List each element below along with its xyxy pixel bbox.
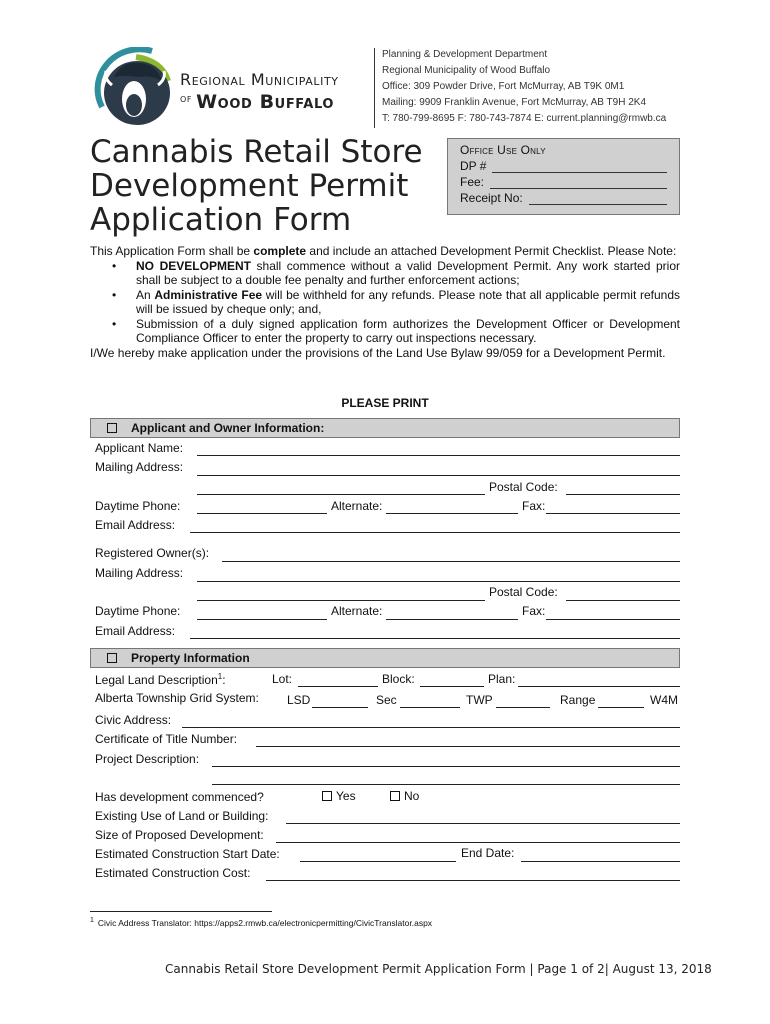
- lsd-label: LSD: [287, 693, 311, 707]
- list-item: [90, 288, 680, 317]
- contact-line: Planning & Development Department: [382, 49, 548, 60]
- daytime-phone-label: Daytime Phone:: [95, 499, 181, 513]
- org-name-line2: [180, 91, 334, 113]
- block-label: Block:: [382, 672, 415, 686]
- size-of-development-field[interactable]: [276, 842, 680, 843]
- no-label: No: [404, 789, 420, 803]
- commenced-no-option[interactable]: [390, 789, 419, 803]
- owner-daytime-phone-field[interactable]: [197, 619, 327, 620]
- certificate-of-title-field[interactable]: [256, 746, 680, 747]
- owner-postal-code-field[interactable]: [566, 600, 680, 601]
- owner-email-address-label: Email Address:: [95, 624, 176, 638]
- intro-text-after: and include an attached Development Permit Checklist. Please Note:: [306, 244, 677, 258]
- receipt-label: Receipt No:: [460, 191, 523, 205]
- contact-line: T: 780-799-8695 F: 780-743-7874 E: current.planning@rmwb.ca: [382, 113, 667, 124]
- sec-label: Sec: [376, 693, 397, 707]
- development-commenced-label: Has development commenced?: [95, 790, 264, 804]
- footnote-divider: [90, 911, 272, 912]
- form-title: [90, 135, 423, 237]
- lsd-field[interactable]: [312, 707, 368, 708]
- applicant-section-title: Applicant and Owner Information:: [131, 421, 325, 435]
- civic-address-label: Civic Address:: [95, 713, 172, 727]
- dp-number-label: DP #: [460, 159, 487, 173]
- intro-paragraph: [90, 244, 680, 259]
- fax-field[interactable]: [546, 513, 680, 514]
- existing-use-field[interactable]: [286, 823, 680, 824]
- owner-postal-code-label: Postal Code:: [489, 585, 558, 599]
- applicant-name-field[interactable]: [197, 455, 680, 456]
- bullet-pre: An: [136, 287, 155, 302]
- instructions: [90, 244, 680, 360]
- section-checkbox-icon: [107, 423, 117, 433]
- applicant-name-label: Applicant Name:: [95, 441, 184, 455]
- bullet-bold: Administrative Fee: [154, 287, 263, 302]
- org-name: Regional Municipality: [180, 70, 339, 89]
- application-statement: I/We hereby make application under the provisions of the Land Use Bylaw 99/059 for a Development Permit.: [90, 345, 666, 360]
- applicant-section-header: [90, 418, 680, 438]
- owner-mailing-address-label: Mailing Address:: [95, 566, 184, 580]
- mailing-address-field-2[interactable]: [197, 494, 485, 495]
- w4m-label: W4M: [650, 693, 678, 707]
- dp-number-field[interactable]: [492, 161, 667, 173]
- start-date-label: Estimated Construction Start Date:: [95, 847, 280, 861]
- yes-checkbox-icon[interactable]: [322, 791, 332, 801]
- fax-label: Fax:: [522, 499, 546, 513]
- lot-label: Lot:: [272, 672, 293, 686]
- postal-code-field[interactable]: [566, 494, 680, 495]
- form-title-line1: Cannabis Retail Store: [90, 134, 423, 170]
- atgs-label: Alberta Township Grid System:: [95, 691, 259, 705]
- municipality-logo: [92, 47, 362, 133]
- yes-label: Yes: [336, 789, 356, 803]
- registered-owners-field[interactable]: [222, 561, 680, 562]
- sec-field[interactable]: [400, 707, 460, 708]
- fee-field[interactable]: [490, 177, 667, 189]
- size-of-development-label: Size of Proposed Development:: [95, 828, 264, 842]
- office-use-title: Office Use Only: [460, 143, 546, 157]
- mailing-address-field[interactable]: [197, 475, 680, 476]
- footnote: [90, 917, 432, 928]
- owner-mailing-address-field-2[interactable]: [197, 600, 485, 601]
- owner-fax-label: Fax:: [522, 604, 546, 618]
- owner-email-address-field[interactable]: [190, 638, 680, 639]
- legal-land-description-label: [95, 672, 226, 687]
- org-wood-buffalo: Wood Buffalo: [196, 91, 335, 113]
- email-address-label: Email Address:: [95, 518, 176, 532]
- office-use-box: [447, 138, 680, 215]
- header-divider: [374, 48, 375, 128]
- range-field[interactable]: [598, 707, 644, 708]
- owner-alternate-phone-field[interactable]: [386, 619, 518, 620]
- receipt-field[interactable]: [529, 193, 667, 205]
- intro-bold: complete: [253, 244, 307, 258]
- end-date-field[interactable]: [521, 861, 680, 862]
- mailing-address-label: Mailing Address:: [95, 460, 184, 474]
- list-item: [90, 259, 680, 288]
- please-print: PLEASE PRINT: [341, 396, 429, 410]
- intro-text: This Application Form shall be: [90, 244, 254, 258]
- registered-owners-label: Registered Owner(s):: [95, 546, 210, 560]
- form-title-line3: Application Form: [90, 202, 352, 238]
- contact-line: Mailing: 9909 Franklin Avenue, Fort McMurray, AB T9H 2K4: [382, 97, 647, 108]
- certificate-of-title-label: Certificate of Title Number:: [95, 732, 238, 746]
- footnote-number: 1: [90, 917, 94, 924]
- alternate-phone-field[interactable]: [386, 513, 518, 514]
- footnote-ref: 1: [217, 672, 223, 681]
- construction-cost-field[interactable]: [266, 880, 680, 881]
- contact-line: Regional Municipality of Wood Buffalo: [382, 65, 551, 76]
- page-footer: Cannabis Retail Store Development Permit Application Form | Page 1 of 2| August 13, 2018: [165, 962, 712, 976]
- legal-colon: :: [222, 673, 226, 687]
- daytime-phone-field[interactable]: [197, 513, 327, 514]
- bullet-text: will be withheld for any refunds. Please note that all applicable permit refunds will be issued by cheque only; and,: [136, 287, 680, 316]
- bullet-text: shall commence without a valid Development Permit. Any work started prior shall be subject to a double fee penalty and further enforcement actions;: [136, 258, 680, 287]
- lot-field[interactable]: [298, 686, 378, 687]
- form-title-line2: Development Permit: [90, 168, 409, 204]
- twp-label: TWP: [466, 693, 493, 707]
- commenced-yes-option[interactable]: [322, 789, 356, 803]
- postal-code-label: Postal Code:: [489, 480, 558, 494]
- section-checkbox-icon: [107, 653, 117, 663]
- start-date-field[interactable]: [300, 861, 456, 862]
- owner-alternate-phone-label: Alternate:: [331, 604, 383, 618]
- range-label: Range: [560, 693, 596, 707]
- project-description-field-2[interactable]: [212, 784, 680, 785]
- twp-field[interactable]: [496, 707, 550, 708]
- footnote-text: Civic Address Translator: https://apps2.rmwb.ca/electronicpermitting/CivicTranslator.aspx: [97, 917, 433, 928]
- project-description-field[interactable]: [212, 766, 680, 767]
- end-date-label: End Date:: [461, 846, 515, 860]
- plan-field[interactable]: [518, 686, 680, 687]
- email-address-field[interactable]: [190, 532, 680, 533]
- owner-fax-field[interactable]: [546, 619, 680, 620]
- project-description-label: Project Description:: [95, 752, 200, 766]
- org-of: of: [180, 91, 193, 105]
- no-checkbox-icon[interactable]: [390, 791, 400, 801]
- owner-mailing-address-field[interactable]: [197, 581, 680, 582]
- bullet-bold: NO DEVELOPMENT: [136, 258, 251, 273]
- block-field[interactable]: [420, 686, 484, 687]
- construction-cost-label: Estimated Construction Cost:: [95, 866, 251, 880]
- property-section-header: [90, 648, 680, 668]
- bison-logo-icon: [92, 47, 182, 133]
- fee-label: Fee:: [460, 175, 485, 189]
- plan-label: Plan:: [488, 672, 516, 686]
- owner-daytime-phone-label: Daytime Phone:: [95, 604, 181, 618]
- contact-line: Office: 309 Powder Drive, Fort McMurray, AB T9K 0M1: [382, 81, 625, 92]
- existing-use-label: Existing Use of Land or Building:: [95, 809, 269, 823]
- alternate-phone-label: Alternate:: [331, 499, 383, 513]
- department-contact: [382, 47, 666, 127]
- property-section-title: Property Information: [131, 651, 250, 665]
- civic-address-field[interactable]: [182, 727, 680, 728]
- conditions-list: [90, 259, 680, 346]
- list-item: • Submission of a duly signed application form authorizes the Development Officer or Development Compliance Officer to enter the property to carry out inspections necessary.: [90, 317, 680, 346]
- legal-land-text: Legal Land Description: [95, 673, 218, 687]
